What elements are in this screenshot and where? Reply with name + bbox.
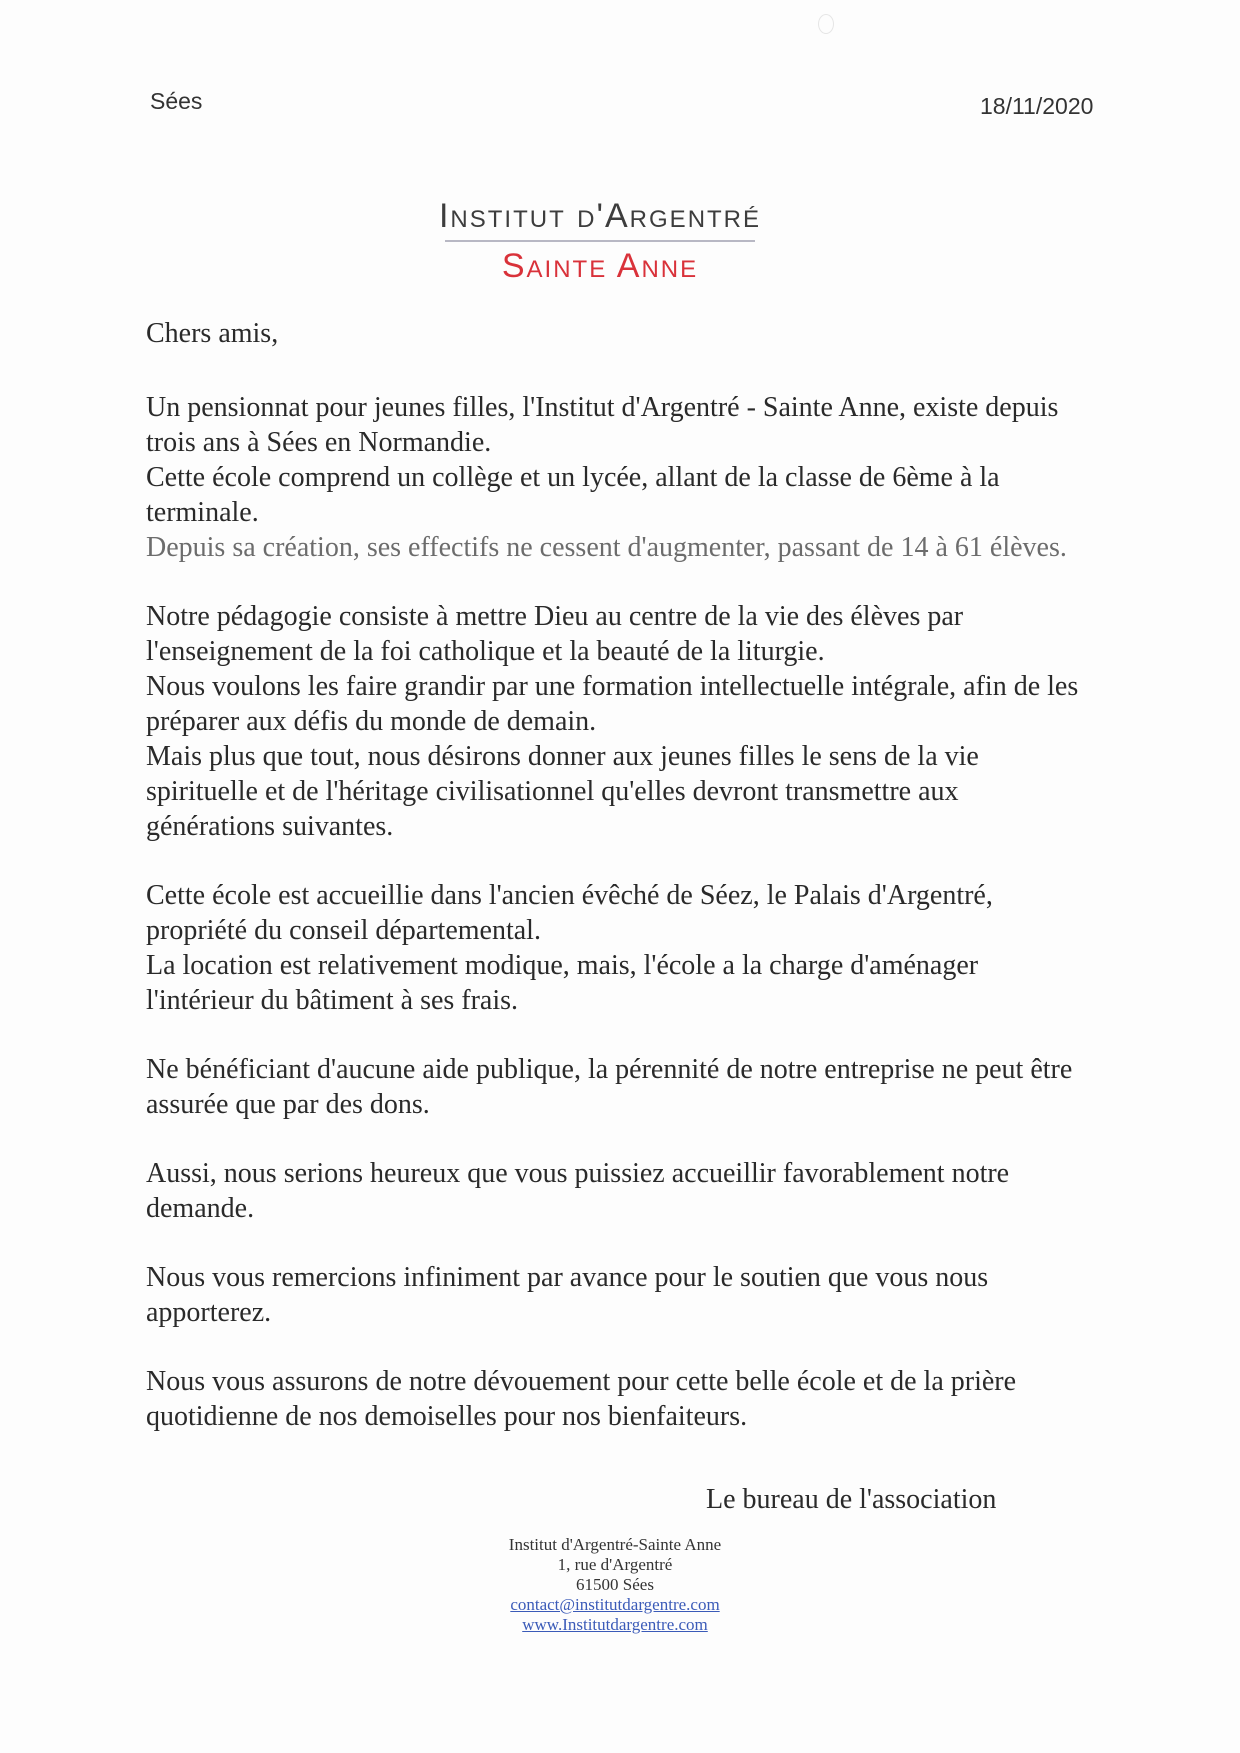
text-line: terminale. bbox=[146, 497, 259, 528]
paragraph-pedagogy bbox=[146, 599, 1106, 844]
logo-divider bbox=[445, 240, 755, 242]
logo-sainte-anne: Sainte Anne bbox=[501, 247, 699, 285]
text-line: l'enseignement de la foi catholique et la beauté de la liturgie. bbox=[146, 636, 825, 667]
text-line: apporterez. bbox=[146, 1297, 272, 1328]
text-line: Nous voulons les faire grandir par une formation intellectuelle intégrale, afin de les bbox=[146, 671, 1079, 702]
text-line: Aussi, nous serions heureux que vous puissiez accueillir favorablement notre bbox=[146, 1158, 1010, 1189]
footer-street: 1, rue d'Argentré bbox=[557, 1555, 673, 1574]
footer-name: Institut d'Argentré-Sainte Anne bbox=[508, 1535, 722, 1554]
text-line: propriété du conseil départemental. bbox=[146, 915, 541, 946]
text-line: préparer aux défis du monde de demain. bbox=[146, 706, 597, 737]
scan-artifact-mark bbox=[818, 14, 834, 34]
text-line: spirituelle et de l'héritage civilisationnel qu'elles devront transmettre aux bbox=[146, 776, 959, 807]
letter-body bbox=[146, 316, 1106, 1468]
logo-institut-name: Institut d'Argentré bbox=[438, 197, 762, 235]
paragraph-funding bbox=[146, 1052, 1106, 1122]
text-line: Cette école comprend un collège et un lycée, allant de la classe de 6ème à la bbox=[146, 462, 1000, 493]
text-line: Depuis sa création, ses effectifs ne cessent d'augmenter, passant de 14 à 61 élèves. bbox=[146, 532, 1067, 563]
text-line: assurée que par des dons. bbox=[146, 1089, 430, 1120]
text-line: trois ans à Sées en Normandie. bbox=[146, 427, 492, 458]
paragraph-building bbox=[146, 878, 1106, 1018]
footer-email-link[interactable]: contact@institutdargentre.com bbox=[510, 1595, 720, 1614]
text-line: Mais plus que tout, nous désirons donner aux jeunes filles le sens de la vie bbox=[146, 741, 979, 772]
paragraph-request bbox=[146, 1156, 1106, 1226]
text-line: Cette école est accueillie dans l'ancien évêché de Séez, le Palais d'Argentré, bbox=[146, 880, 993, 911]
letter-date: 18/11/2020 bbox=[980, 93, 1094, 119]
letter-greeting: Chers amis, bbox=[146, 318, 279, 349]
text-line: Nous vous assurons de notre dévouement pour cette belle école et de la prière bbox=[146, 1366, 1017, 1397]
paragraph-presentation bbox=[146, 390, 1106, 565]
text-line: l'intérieur du bâtiment à ses frais. bbox=[146, 985, 519, 1016]
text-line: Un pensionnat pour jeunes filles, l'Institut d'Argentré - Sainte Anne, existe depuis bbox=[146, 392, 1059, 423]
text-line: demande. bbox=[146, 1193, 255, 1224]
letter-place: Sées bbox=[150, 88, 203, 114]
footer-city: 61500 Sées bbox=[576, 1575, 654, 1594]
text-line: Nous vous remercions infiniment par avance pour le soutien que vous nous bbox=[146, 1262, 989, 1293]
text-line: Notre pédagogie consiste à mettre Dieu au centre de la vie des élèves par bbox=[146, 601, 964, 632]
text-line: générations suivantes. bbox=[146, 811, 394, 842]
footer-website-link[interactable]: www.Institutdargentre.com bbox=[522, 1615, 708, 1634]
institution-logo bbox=[390, 196, 810, 286]
paragraph-closing bbox=[146, 1364, 1106, 1434]
footer-address-block bbox=[430, 1535, 800, 1635]
text-line: La location est relativement modique, mais, l'école a la charge d'aménager bbox=[146, 950, 979, 981]
paragraph-thanks bbox=[146, 1260, 1106, 1330]
text-line: Ne bénéficiant d'aucune aide publique, la pérennité de notre entreprise ne peut être bbox=[146, 1054, 1073, 1085]
text-line: quotidienne de nos demoiselles pour nos bienfaiteurs. bbox=[146, 1401, 748, 1432]
letter-signature: Le bureau de l'association bbox=[706, 1484, 997, 1515]
